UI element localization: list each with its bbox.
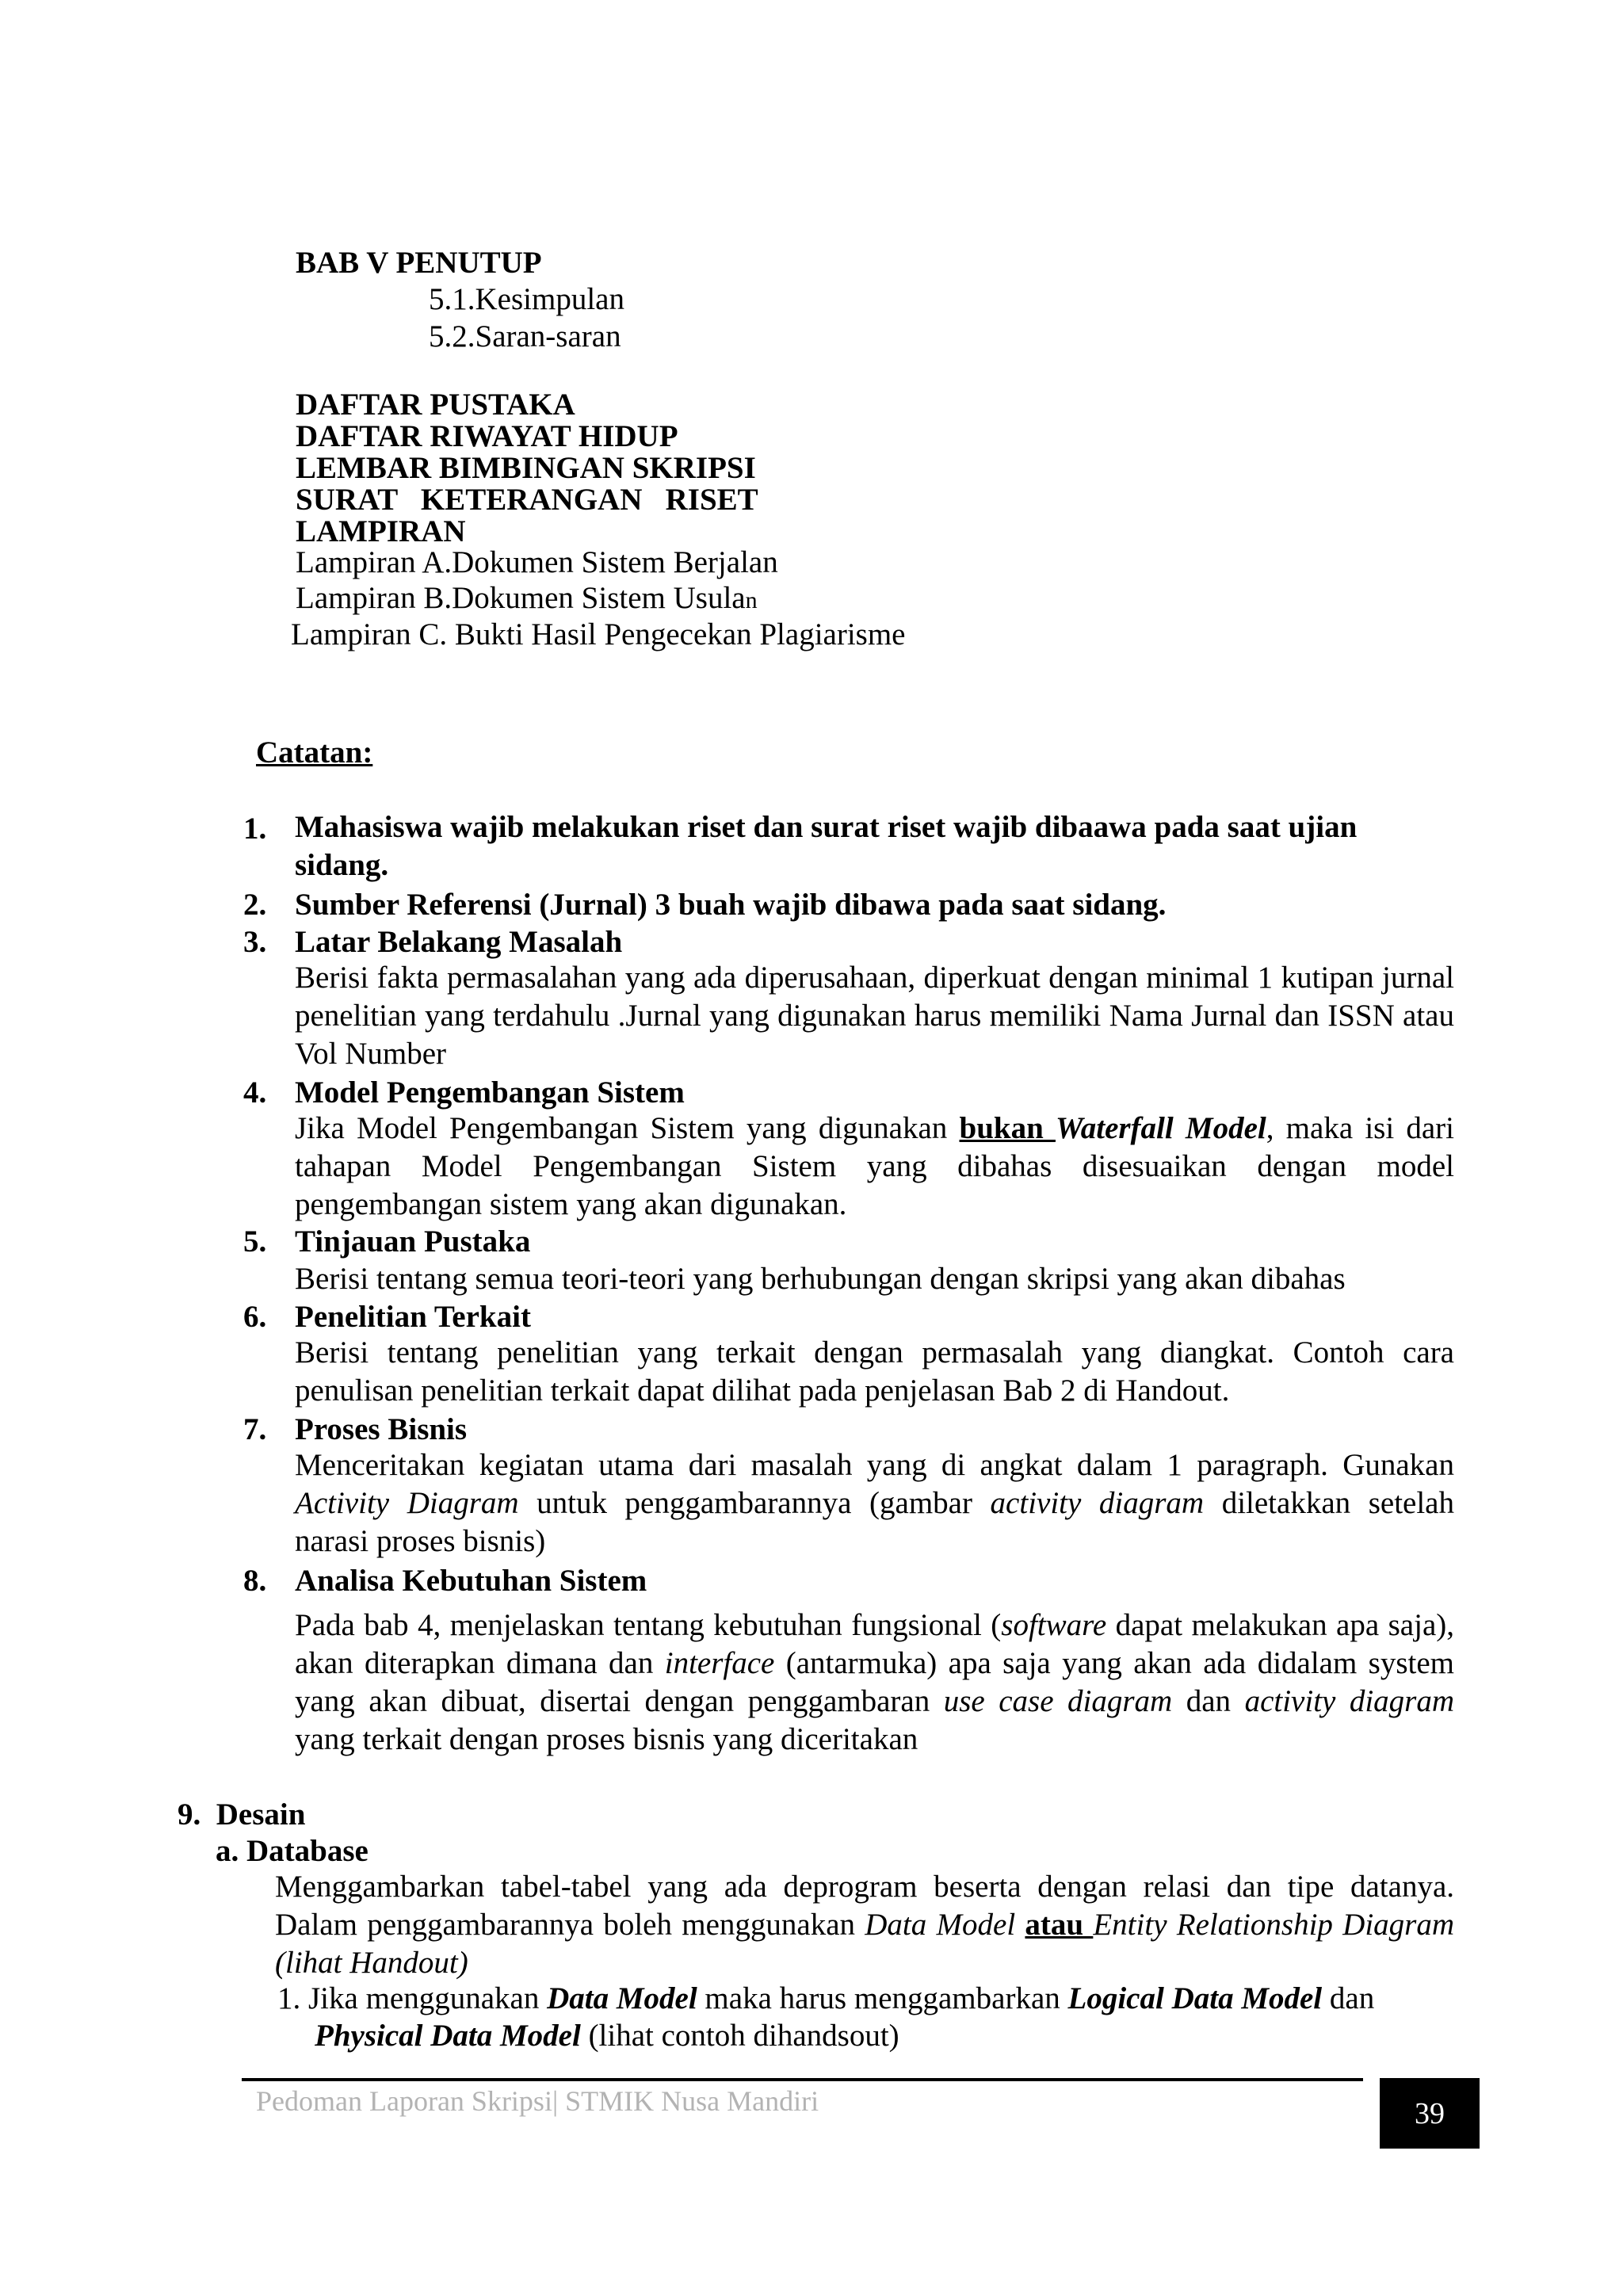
- toc-lampiran-b: [296, 581, 758, 617]
- note-4-number: 4.: [243, 1075, 267, 1110]
- note-6-body: Berisi tentang penelitian yang terkait dengan permasalah yang diangkat. Contoh cara penulisan penelitian terkait dapat dilihat pada penjelasan Bab 2 di Handout.: [295, 1335, 1454, 1408]
- desain-point-1-line-2: [315, 2019, 899, 2054]
- note-7-body-a: Menceritakan kegiatan utama dari masalah yang di angkat dalam 1 paragraph. Gunakan: [295, 1448, 1454, 1482]
- desain-data-model: Data Model: [865, 1908, 1016, 1942]
- catatan-heading: Catatan:: [256, 735, 373, 770]
- note-8-software: software: [1001, 1608, 1107, 1642]
- note-8-use-case: use case diagram: [943, 1684, 1173, 1718]
- note-7-activity-diagram: Activity Diagram: [295, 1486, 519, 1520]
- note-2-title: Sumber Referensi (Jurnal) 3 buah wajib dibawa pada saat sidang.: [295, 888, 1167, 922]
- note-1-title: Mahasiswa wajib melakukan riset dan surat riset wajib dibaawa pada saat ujian sidang.: [295, 810, 1358, 882]
- note-8-body-c: (antarmuka) apa saja yang akan ada didalam system yang akan dibuat, disertai dengan penggambaran: [295, 1646, 1455, 1718]
- desain-database-body: [275, 1868, 1454, 1982]
- toc-lampiran: LAMPIRAN: [296, 514, 466, 548]
- note-4-bukan: bukan: [959, 1111, 1056, 1145]
- note-7-number: 7.: [243, 1412, 267, 1446]
- note-8-body-b: dapat melakukan apa saja), akan diterapkan dimana dan: [295, 1608, 1454, 1680]
- note-8-body: [295, 1606, 1454, 1759]
- note-7-body-c: diletakkan setelah narasi proses bisnis): [295, 1486, 1454, 1558]
- point1-physical-data-model: Physical Data Model: [315, 2019, 581, 2053]
- desain-erd: Entity Relationship Diagram (lihat Handout): [275, 1908, 1454, 1980]
- toc-lampiran-b-text: Lampiran B.Dokumen Sistem Usula: [296, 581, 746, 615]
- page-number: 39: [1380, 2078, 1480, 2149]
- note-3-number: 3.: [243, 925, 267, 959]
- toc-lampiran-a: Lampiran A.Dokumen Sistem Berjalan: [296, 545, 778, 579]
- note-5-title: Tinjauan Pustaka: [295, 1224, 531, 1259]
- point1-c: dan: [1322, 1981, 1375, 2015]
- note-4-body-b: , maka isi dari tahapan Model Pengembangan Sistem yang dibahas disesuaikan dengan model pengembangan sistem yang akan digunakan.: [295, 1111, 1454, 1221]
- note-8-activity: activity diagram: [1244, 1684, 1455, 1718]
- note-7-title: Proses Bisnis: [295, 1412, 468, 1446]
- note-4-body: [295, 1110, 1454, 1224]
- note-1-number: 1.: [243, 812, 267, 846]
- toc-daftar-pustaka: DAFTAR PUSTAKA: [296, 388, 575, 422]
- note-7-body: [295, 1446, 1454, 1561]
- footer-text: Pedoman Laporan Skripsi| STMIK Nusa Mandiri: [256, 2085, 819, 2117]
- toc-riwayat-hidup: DAFTAR RIWAYAT HIDUP: [296, 419, 678, 453]
- point1-a: 1. Jika menggunakan: [277, 1981, 548, 2015]
- note-8-title: Analisa Kebutuhan Sistem: [295, 1564, 647, 1598]
- desain-heading: 9. Desain: [178, 1797, 306, 1832]
- point1-b: maka harus menggambarkan: [697, 1981, 1068, 2015]
- note-4-body-a: Jika Model Pengembangan Sistem yang digunakan: [295, 1111, 960, 1145]
- desain-database: a. Database: [216, 1834, 369, 1868]
- point1-d: (lihat contoh dihandsout): [580, 2019, 899, 2053]
- toc-surat-riset: SURAT KETERANGAN RISET: [296, 483, 758, 517]
- point1-data-model: Data Model: [547, 1981, 697, 2015]
- footer-rule: [242, 2078, 1363, 2081]
- note-2-number: 2.: [243, 888, 267, 922]
- note-4-waterfall: Waterfall Model: [1055, 1111, 1266, 1145]
- note-8-body-e: yang terkait dengan proses bisnis yang diceritakan: [295, 1722, 918, 1756]
- desain-atau: atau: [1025, 1908, 1094, 1942]
- note-8-number: 8.: [243, 1564, 267, 1598]
- note-8-interface: interface: [664, 1646, 775, 1680]
- toc-sub-kesimpulan: 5.1.Kesimpulan: [429, 282, 624, 316]
- note-4-title: Model Pengembangan Sistem: [295, 1075, 685, 1110]
- note-8-body-a: Pada bab 4, menjelaskan tentang kebutuhan fungsional (: [295, 1608, 1002, 1642]
- desain-point-1-line-1: [277, 1981, 1374, 2017]
- toc-bab-v: BAB V PENUTUP: [296, 246, 542, 280]
- note-3-body: Berisi fakta permasalahan yang ada diperusahaan, diperkuat dengan minimal 1 kutipan jurnal penelitian yang terdahulu .Jurnal yang digunakan harus memiliki Nama Jurnal dan ISSN atau Vol Number: [295, 961, 1454, 1071]
- note-6-title: Penelitian Terkait: [295, 1300, 531, 1334]
- note-8-body-d: dan: [1172, 1684, 1245, 1718]
- note-3-title: Latar Belakang Masalah: [295, 925, 623, 959]
- toc-lembar-bimbingan: LEMBAR BIMBINGAN SKRIPSI: [296, 451, 756, 485]
- note-5-number: 5.: [243, 1224, 267, 1259]
- note-7-activity-diagram-2: activity diagram: [990, 1486, 1205, 1520]
- note-6-number: 6.: [243, 1300, 267, 1334]
- toc-lampiran-b-end: n: [745, 587, 758, 613]
- toc-sub-saran: 5.2.Saran-saran: [429, 319, 621, 353]
- toc-lampiran-c: Lampiran C. Bukti Hasil Pengecekan Plagiarisme: [291, 617, 906, 651]
- desain-body-a: Menggambarkan tabel-tabel yang ada deprogram beserta dengan relasi dan tipe datanya. Dalam penggambarannya boleh menggunakan: [275, 1870, 1454, 1942]
- note-7-body-b: untuk penggambarannya (gambar: [518, 1486, 991, 1520]
- point1-logical-data-model: Logical Data Model: [1067, 1981, 1323, 2015]
- note-5-body: Berisi tentang semua teori-teori yang berhubungan dengan skripsi yang akan dibahas: [295, 1262, 1346, 1296]
